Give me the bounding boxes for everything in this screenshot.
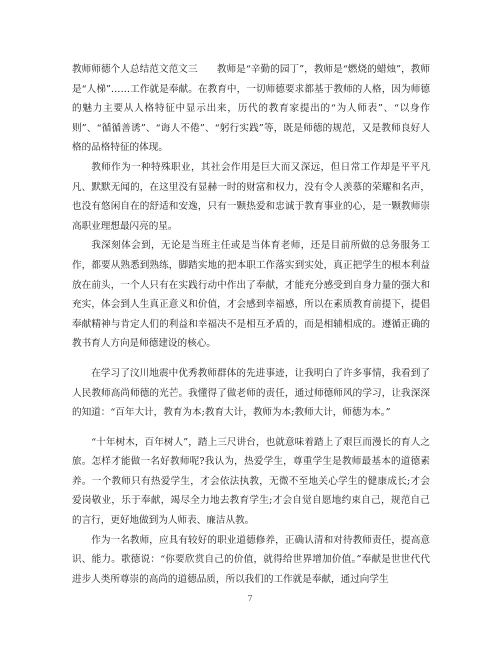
paragraph-1: 教师师德个人总结范文范文三 教师是“辛勤的园丁”，教师是“燃烧的蜡烛”，教师是“人梯”……工作就是奉献。在教育中，一切师德要求都基于教师的人格，因为师德的魅力主要从人格特征中显示出来，历代的教育家提出的“为人师表”、“以身作则”、“循循善诱”、“诲人不倦”、“躬行实践”等，既是师德的规范，又是教师良好人格的品格特征的体现。 (72, 64, 430, 154)
paragraph-3: 我深刻体会到，无论是当班主任或是当体育老师，还是目前所做的总务服务工作，都要从熟悉到熟练，脚踏实地的把本职工作落实到实处，真正把学生的根本利益放在前头，一个人只有在实践行动中作出了奉献，才能充分感受到自身力量的强大和充实，体会到人生真正意义和价值，才会感到幸福感，所以在素质教育前提下，提倡奉献精神与肯定人们的利益和幸福决不是相互矛盾的，而是相辅相成的。遵循正确的教书育人方向是师德建设的核心。 (72, 240, 430, 350)
paragraph-4: 在学习了汶川地震中优秀教师群体的先进事迹，让我明白了许多事情，我看到了人民教师高尚师德的光芒。我懂得了做老师的责任，通过师德师风的学习，让我深深的知道：“百年大计，教育为本;教育大计，教师为本;教师大计，师德为本。” (72, 367, 430, 419)
paragraph-2: 教师作为一种特殊职业，其社会作用是巨大而又深远，但日常工作却是平平凡凡、默默无闻的，在这里没有显赫一时的财富和权力，没有令人羡慕的荣耀和名声，也没有悠闲自在的舒适和安逸，只有一颗热爱和忠诚于教育事业的心，是一颗教师崇高职业理想最闪亮的星。 (72, 161, 430, 232)
paragraph-gap (72, 423, 430, 433)
paragraph-5: “十年树木，百年树人”，踏上三尺讲台，也就意味着踏上了艰巨而漫长的育人之旅。怎样才能做一名好教师呢?我认为，热爱学生，尊重学生是教师最基本的道德素养。一个教师只有热爱学生，才会依法执教，无微不至地关心学生的健康成长;才会爱岗敬业，乐于奉献，竭尽全力地去教育学生;才会自觉自愿地约束自己，规范自己的言行，更好地做到为人师表、廉洁从教。 (72, 436, 430, 527)
document-page (72, 60, 430, 589)
page-number: 7 (247, 594, 253, 603)
paragraph-6: 作为一名教师，应具有较好的职业道德修养，正确认清和对待教师责任，提高意识、能力。歌德说：“你要欣赏自己的价值，就得给世界增加价值。”奉献是世世代代进步人类所尊崇的高尚的道德品质，所以我们的工作就是奉献，通过向学生 (72, 534, 430, 585)
paragraph-gap (72, 354, 430, 364)
